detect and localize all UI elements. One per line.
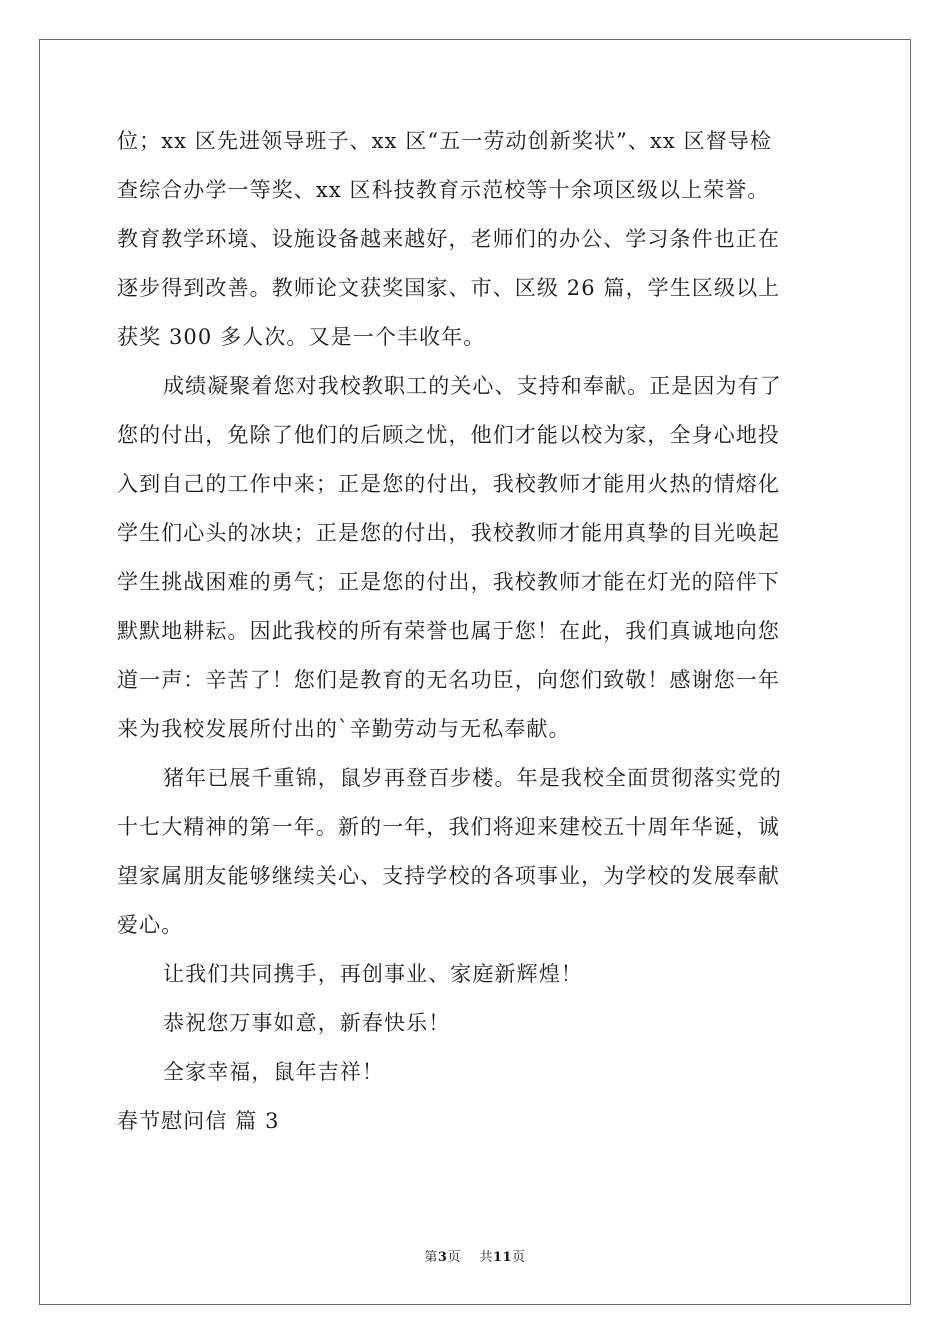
text-line: 爱心。 [117, 913, 184, 937]
text-line: 来为我校发展所付出的`辛勤劳动与无私奉献。 [117, 717, 571, 741]
footer-page-number: 3 [437, 1250, 448, 1265]
text-line: 默默地耕耘。因此我校的所有荣誉也属于您！在此，我们真诚地向您 [117, 619, 780, 643]
text-line: 成绩凝聚着您对我校教职工的关心、支持和奉献。正是因为有了 [163, 374, 782, 398]
footer-total-suffix: 页 [512, 1250, 526, 1265]
text-line: 查综合办学一等奖、xx 区科技教育示范校等十余项区级以上荣誉。 [117, 178, 770, 202]
footer-page-prefix: 第 [424, 1250, 438, 1265]
text-line: 您的付出，免除了他们的后顾之忧，他们才能以校为家，全身心地投 [117, 423, 780, 447]
footer-total-prefix: 共 [479, 1250, 493, 1265]
closing-line: 全家幸福，鼠年吉祥！ [163, 1060, 384, 1084]
text-line: 望家属朋友能够继续关心、支持学校的各项事业，为学校的发展奉献 [117, 864, 780, 888]
text-line: 逐步得到改善。教师论文获奖国家、市、区级 26 篇，学生区级以上 [117, 276, 781, 300]
text-line: 位；xx 区先进领导班子、xx 区“五一劳动创新奖状”、xx 区督导检 [117, 129, 773, 153]
closing-line: 让我们共同携手，再创事业、家庭新辉煌！ [163, 962, 583, 986]
text-line: 学生挑战困难的勇气；正是您的付出，我校教师才能在灯光的陪伴下 [117, 570, 780, 594]
footer-page-suffix: 页 [447, 1250, 461, 1265]
text-line: 猪年已展千重锦，鼠岁再登百步楼。年是我校全面贯彻落实党的 [163, 766, 782, 790]
text-line: 教育教学环境、设施设备越来越好，老师们的办公、学习条件也正在 [117, 227, 780, 251]
text-line: 道一声：辛苦了！您们是教育的无名功臣，向您们致敬！感谢您一年 [117, 668, 780, 692]
text-line: 获奖 300 多人次。又是一个丰收年。 [117, 325, 486, 349]
section-heading: 春节慰问信 篇 3 [117, 1109, 280, 1133]
text-line: 十七大精神的第一年。新的一年，我们将迎来建校五十周年华诞，诚 [117, 815, 780, 839]
closing-line: 恭祝您万事如意，新春快乐！ [163, 1011, 451, 1035]
page-footer [0, 1246, 950, 1265]
footer-total-pages: 11 [493, 1250, 513, 1265]
text-line: 入到自己的工作中来；正是您的付出，我校教师才能用火热的情熔化 [117, 472, 780, 496]
text-line: 学生们心头的冰块；正是您的付出，我校教师才能用真挚的目光唤起 [117, 521, 780, 545]
